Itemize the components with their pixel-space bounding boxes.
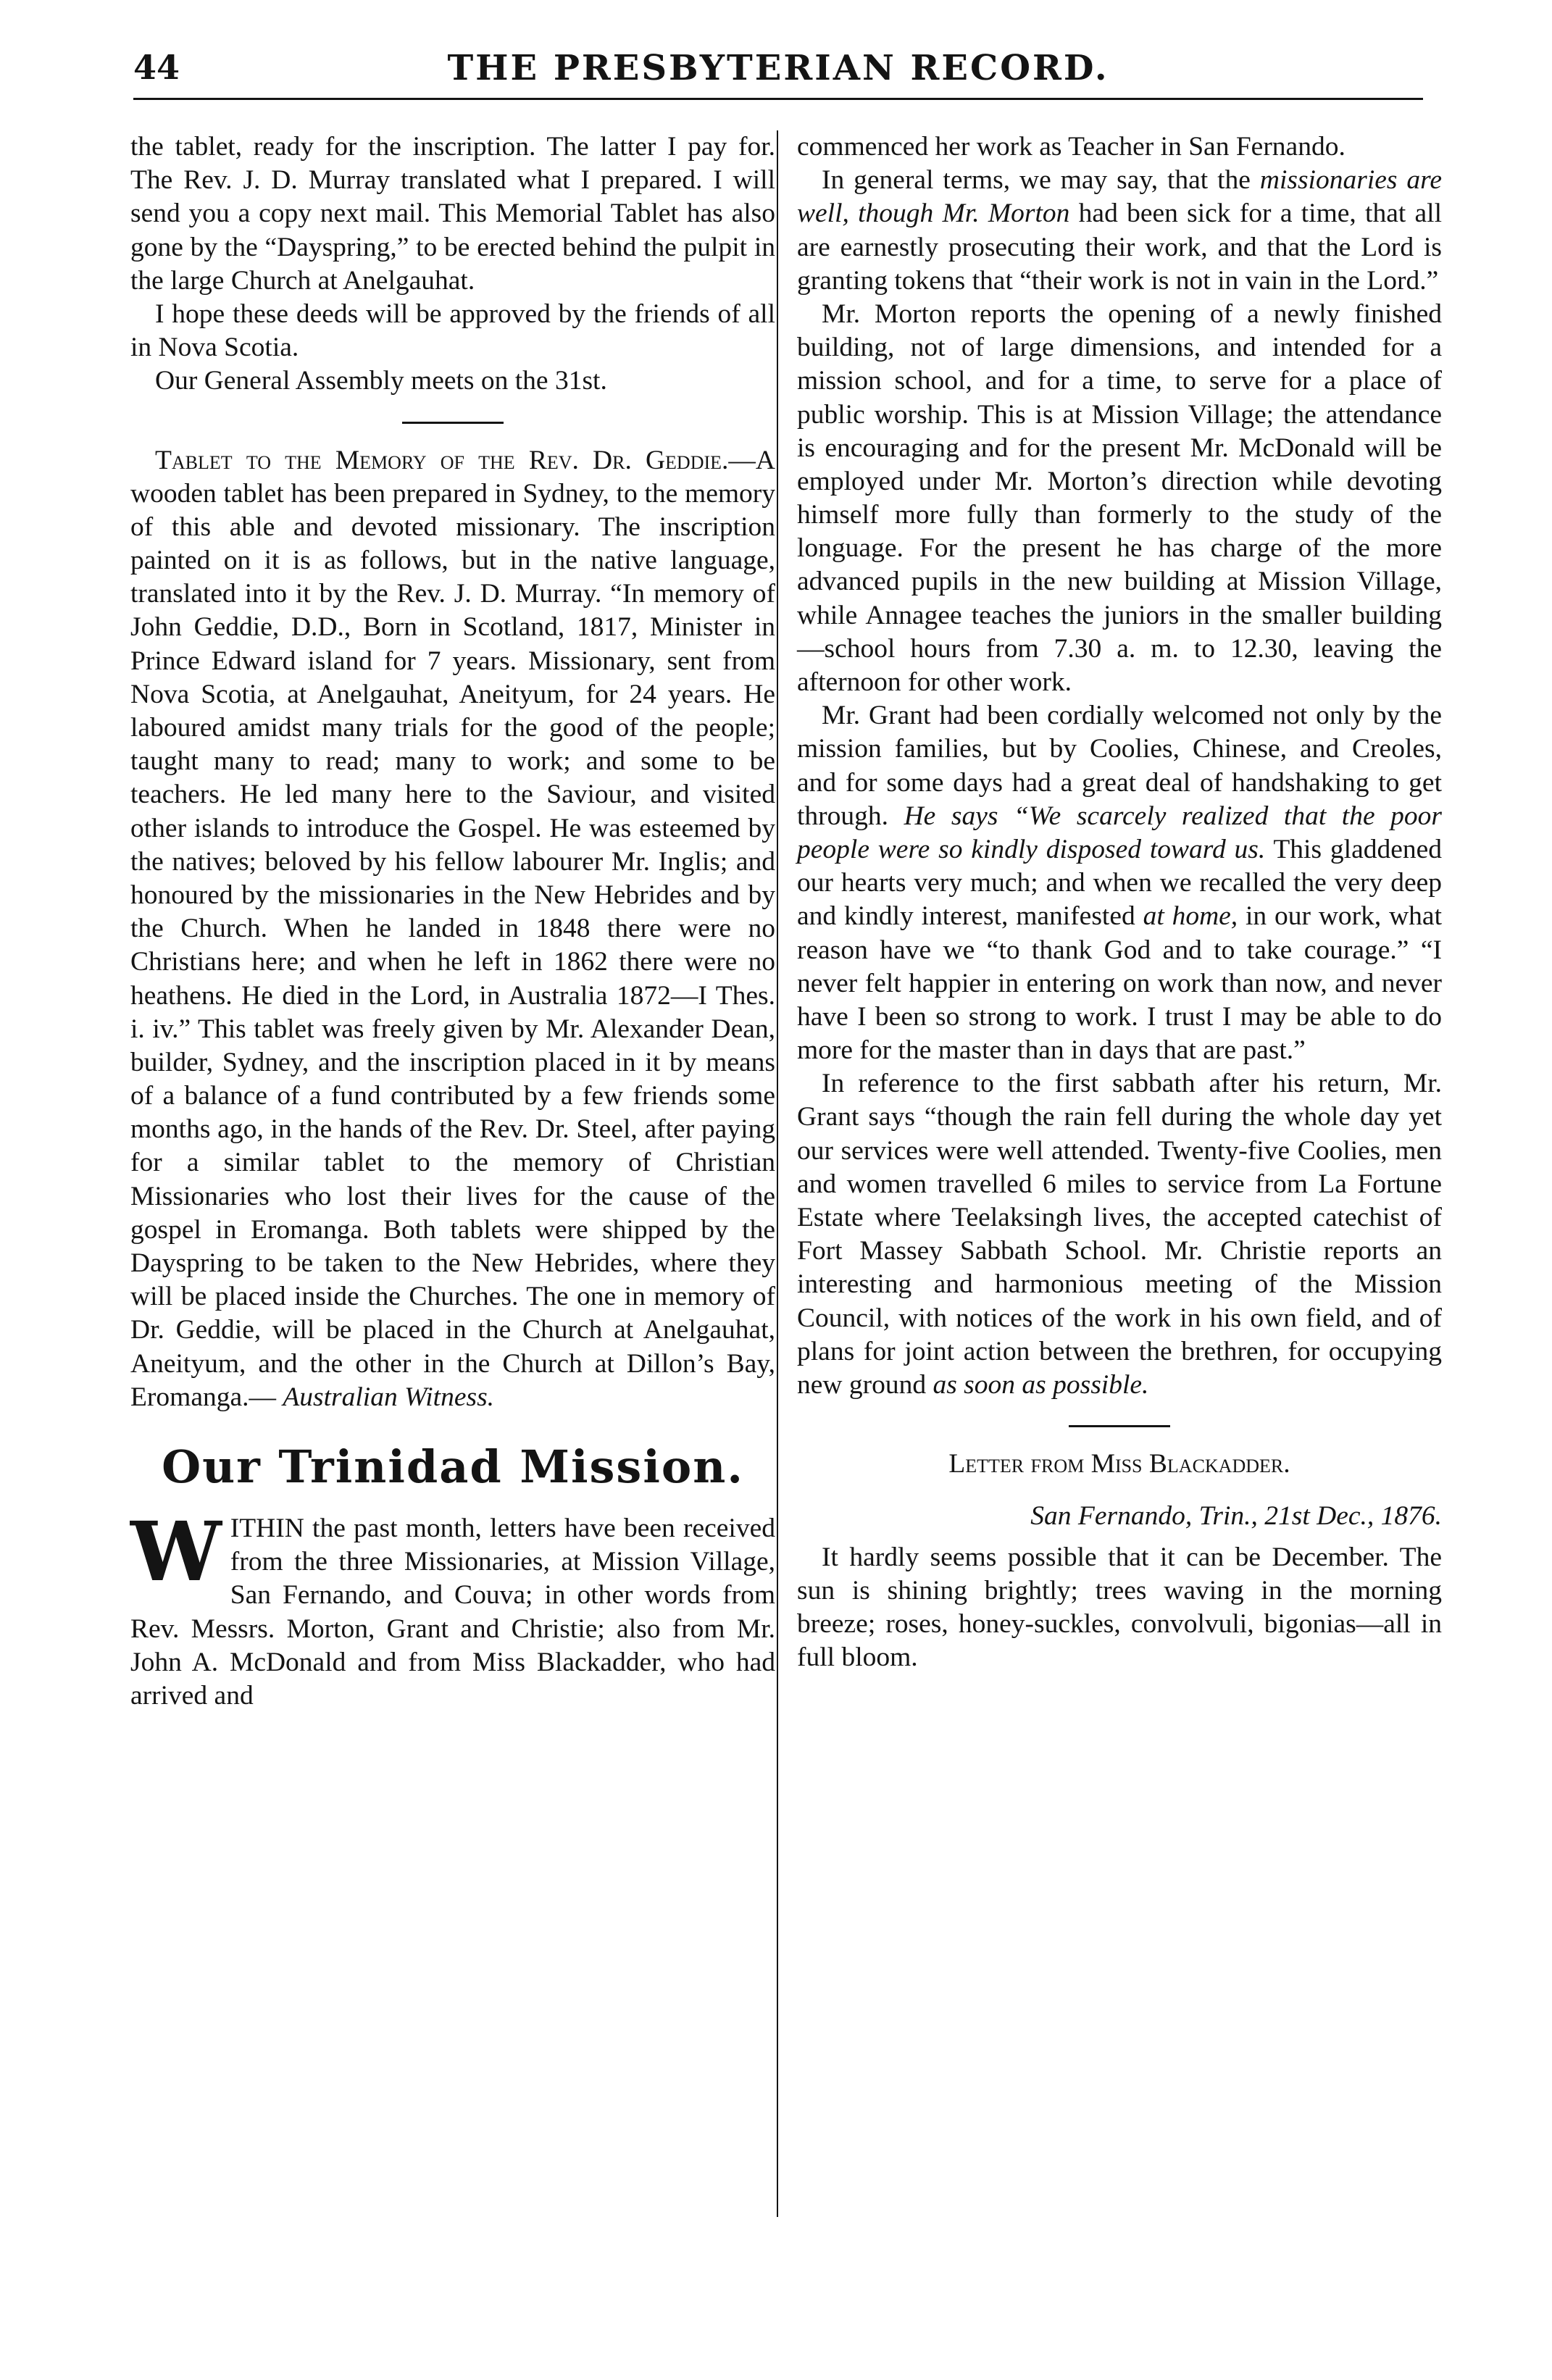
paragraph: the tablet, ready for the inscription. The latter I pay for. The Rev. J. D. Murray translated what I prepared. I will send you a copy next mail. This Memorial Tablet has also gone by the “Dayspring,” to be erected behind the pulpit in the large Church at Anelgauhat. xyxy=(130,132,775,296)
journal-title: THE PRESBYTERIAN RECORD. xyxy=(447,48,1109,88)
section-rule xyxy=(1069,1425,1170,1427)
text-run: Mr. Grant had been cordially welcomed not only by the mission families, but by Coolies, Chinese, and Creoles, and for some days had a great deal of handshaking to get through. xyxy=(797,701,1442,831)
section-rule xyxy=(402,422,504,424)
paragraph: commenced her work as Teacher in San Fernando. xyxy=(797,132,1346,162)
tablet-article xyxy=(130,444,775,1414)
paragraph xyxy=(797,699,1442,1067)
text-run: In reference to the first sabbath after his return, Mr. Grant says “though the rain fell during the whole day yet our services were well attended. Twenty-five Coolies, men and women travelled 6 miles to service from La Fortune Estate where Teelaksingh lives, the accepted catechist of Fort Massey Sabbath School. Mr. Christie reports an interesting and harmonious meeting of the Mission Council, with notices of the work in his own field, and of plans for joint action between the brethren, for occupying new ground xyxy=(797,1069,1442,1400)
page-header xyxy=(133,42,1423,100)
mission-intro-text: ITHIN the past month, letters have been received from the three Missionaries, at Mission Village, San Fernando, and Couva; in other words from Rev. Messrs. Morton, Grant and Christie; also from Mr. John A. McDonald and from Miss Blackadder, who had arrived and xyxy=(130,1513,775,1711)
text-run: had been sick for a time, that all are earnestly prosecuting their work, and that the Lord is granting tokens that “their work is not in vain in the Lord.” xyxy=(797,199,1443,296)
paragraph xyxy=(797,1067,1442,1402)
drop-cap: W xyxy=(130,1504,222,1600)
paragraph: It hardly seems possible that it can be December. The sun is shining brightly; trees waving in the morning breeze; roses, honey-suckles, convolvuli, bigonias—all in full bloom. xyxy=(797,1542,1442,1673)
text-run: in our work, what reason have we “to thank God and to take courage.” “I never felt happier in entering on work than now, and never have I been so strong to work. I trust I may be able to do more for the master than in days that are past.” xyxy=(797,901,1442,1066)
letter-dateline: San Fernando, Trin., 21st Dec., 1876. xyxy=(1030,1501,1442,1532)
left-column xyxy=(130,130,775,1713)
text-run: In general terms, we may say, that the xyxy=(822,165,1260,196)
page-number: 44 xyxy=(133,48,180,87)
right-column xyxy=(797,130,1442,1674)
paragraph: Our General Assembly meets on the 31st. xyxy=(155,366,607,396)
paragraph: I hope these deeds will be approved by the friends of all in Nova Scotia. xyxy=(130,298,775,363)
article-heading: Tablet to the Memory of the Rev. Dr. Geddie. xyxy=(155,445,729,475)
section-title: Our Trinidad Mission. xyxy=(162,1440,744,1493)
mission-intro xyxy=(130,1504,775,1713)
italic-run: at home, xyxy=(1143,901,1238,932)
text-run: This gladdened our hearts very much; and when we recalled the very deep and kindly interest, manifested xyxy=(797,834,1442,932)
article-source: Australian Witness. xyxy=(283,1382,495,1412)
paragraph: Mr. Morton reports the opening of a newly finished building, not of large dimensions, and intended for a mission school, and for a time, to serve for a place of public worship. This is at Mission Village; the attendance is encouraging and for the present Mr. McDonald will be employed under Mr. Morton’s direction while devoting himself more fully than formerly to the study of the longuage. For the present he has charge of the more advanced pupils in the new building at Mission Village, while Annagee teaches the juniors in the smaller building—school hours from 7.30 a. m. to 12.30, leaving the afternoon for other work. xyxy=(797,298,1442,697)
italic-run: missionaries are well, though Mr. Morton xyxy=(797,165,1442,229)
article-body: —A wooden tablet has been prepared in Sydney, to the memory of this able and devoted missionary. The inscription painted on it is as follows, but in the native language, translated into it by the Rev. J. D. Murray. “In memory of John Geddie, D.D., Born in Scotland, 1817, Minister in Prince Edward island for 7 years. Missionary, sent from Nova Scotia, at Anelgauhat, Aneityum, for 24 years. He laboured amidst many trials for the good of the people; taught many to read; many to work; and some to be teachers. He led many here to the Saviour, and visited other islands to introduce the Gospel. He was esteemed by the natives; beloved by his fellow labourer Mr. Inglis; and honoured by the missionaries in the New Hebrides and by the Church. When he landed in 1848 there were no Christians here; and when he left in 1862 there were no heathens. He died in the Lord, in Australia 1872—I Thes. i. iv.” This tablet was freely given by Mr. Alexander Dean, builder, Sydney, and the inscription placed in it by means of a balance of a fund contributed by a few friends some months ago, in the hands of the Rev. Dr. Steel, after paying for a similar tablet to the memory of Christian Missionaries who lost their lives for the cause of the gospel in Eromanga. Both tablets were shipped by the Dayspring to be taken to the New Hebrides, where they will be placed inside the Churches. The one in memory of Dr. Geddie, will be placed in the Church at Anelgauhat, Aneityum, and the other in the Church at Dillon’s Bay, Eromanga.— xyxy=(130,445,775,1412)
header-rule xyxy=(133,98,1423,100)
letter-heading: Letter from Miss Blackadder. xyxy=(948,1449,1290,1479)
paragraph xyxy=(797,164,1442,298)
column-divider xyxy=(777,130,778,2217)
italic-run: as soon as possible. xyxy=(933,1369,1149,1400)
italic-run: He says “We scarcely realized that the poor people were so kindly disposed toward us. xyxy=(797,801,1442,864)
